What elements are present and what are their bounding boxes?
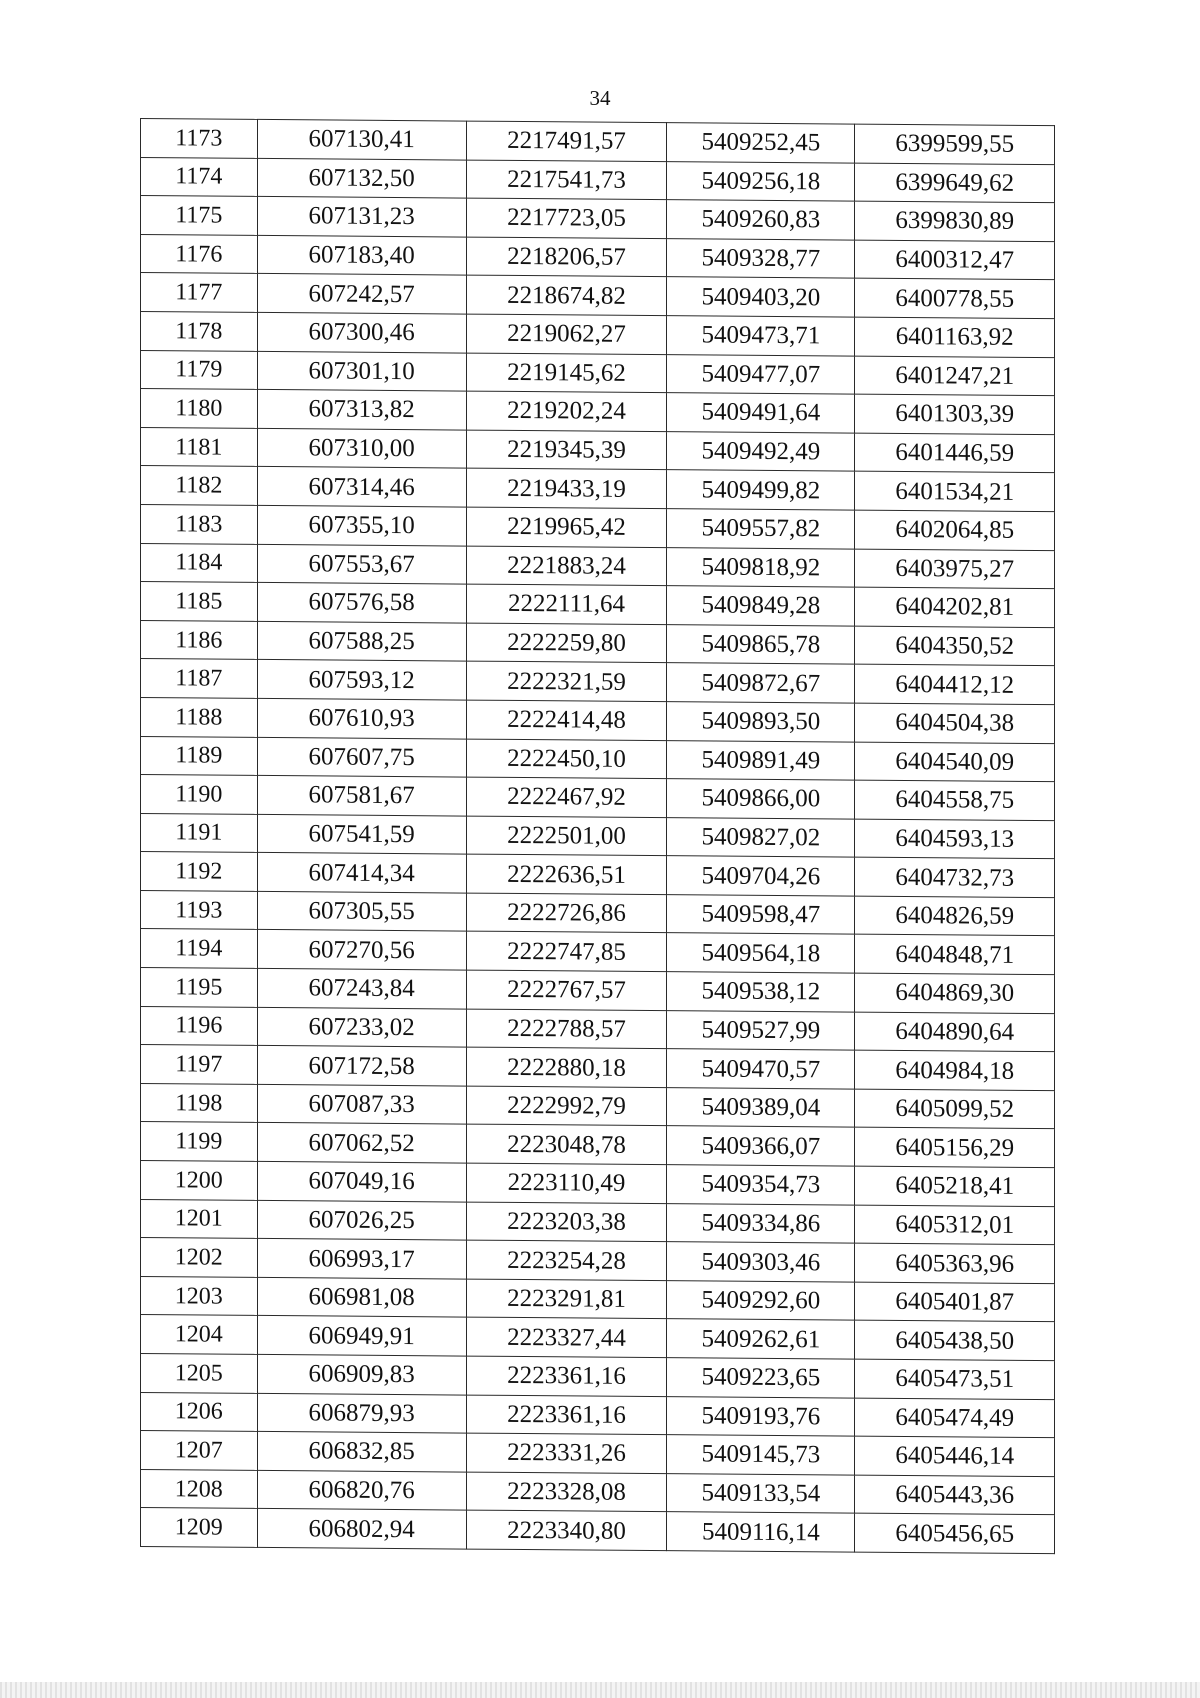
- x-coordinate-cell: 607576,58: [257, 583, 466, 623]
- x2-coordinate-cell: 5409827,02: [667, 817, 855, 857]
- x2-coordinate-cell: 5409403,20: [667, 277, 855, 317]
- y2-coordinate-cell: 6401163,92: [855, 317, 1055, 357]
- y-coordinate-cell: 2222111,64: [466, 584, 667, 624]
- x-coordinate-cell: 607132,50: [257, 158, 466, 198]
- x2-coordinate-cell: 5409872,67: [667, 663, 855, 703]
- x2-coordinate-cell: 5409260,83: [667, 200, 855, 240]
- x-coordinate-cell: 607553,67: [257, 544, 466, 584]
- y2-coordinate-cell: 6405363,96: [855, 1243, 1055, 1283]
- table-row: [141, 1508, 1055, 1554]
- x-coordinate-cell: 607242,57: [257, 274, 466, 314]
- y-coordinate-cell: 2218206,57: [466, 237, 667, 277]
- x2-coordinate-cell: 5409891,49: [667, 740, 855, 780]
- x2-coordinate-cell: 5409527,99: [667, 1010, 855, 1050]
- y2-coordinate-cell: 6401446,59: [855, 433, 1055, 473]
- x-coordinate-cell: 606802,94: [257, 1509, 466, 1549]
- x2-coordinate-cell: 5409292,60: [667, 1280, 855, 1320]
- y-coordinate-cell: 2223254,28: [466, 1240, 667, 1280]
- y-coordinate-cell: 2222636,51: [466, 854, 667, 894]
- y2-coordinate-cell: 6401247,21: [855, 356, 1055, 396]
- point-number-cell: 1191: [141, 813, 258, 853]
- point-number-cell: 1205: [141, 1354, 258, 1394]
- point-number-cell: 1199: [141, 1122, 258, 1162]
- point-number-cell: 1179: [141, 350, 258, 390]
- point-number-cell: 1181: [141, 427, 258, 467]
- x2-coordinate-cell: 5409866,00: [667, 779, 855, 819]
- point-number-cell: 1189: [141, 736, 258, 776]
- x-coordinate-cell: 607130,41: [257, 119, 466, 159]
- y-coordinate-cell: 2223328,08: [466, 1472, 667, 1512]
- point-number-cell: 1185: [141, 582, 258, 622]
- point-number-cell: 1196: [141, 1006, 258, 1046]
- point-number-cell: 1202: [141, 1238, 258, 1278]
- point-number-cell: 1198: [141, 1083, 258, 1123]
- x-coordinate-cell: 607310,00: [257, 428, 466, 468]
- point-number-cell: 1200: [141, 1161, 258, 1201]
- point-number-cell: 1208: [141, 1469, 258, 1509]
- x2-coordinate-cell: 5409470,57: [667, 1049, 855, 1089]
- y-coordinate-cell: 2223291,81: [466, 1279, 667, 1319]
- y-coordinate-cell: 2219965,42: [466, 507, 667, 547]
- point-number-cell: 1194: [141, 929, 258, 969]
- x2-coordinate-cell: 5409499,82: [667, 470, 855, 510]
- y2-coordinate-cell: 6404558,75: [855, 780, 1055, 820]
- point-number-cell: 1173: [141, 119, 258, 159]
- x-coordinate-cell: 607300,46: [257, 312, 466, 352]
- y-coordinate-cell: 2222880,18: [466, 1047, 667, 1087]
- y-coordinate-cell: 2222321,59: [466, 661, 667, 701]
- x-coordinate-cell: 607414,34: [257, 853, 466, 893]
- x-coordinate-cell: 607172,58: [257, 1046, 466, 1086]
- x-coordinate-cell: 607593,12: [257, 660, 466, 700]
- point-number-cell: 1175: [141, 196, 258, 236]
- point-number-cell: 1206: [141, 1392, 258, 1432]
- x2-coordinate-cell: 5409818,92: [667, 547, 855, 587]
- y-coordinate-cell: 2217491,57: [466, 121, 667, 161]
- point-number-cell: 1180: [141, 389, 258, 429]
- x-coordinate-cell: 607062,52: [257, 1123, 466, 1163]
- x-coordinate-cell: 606909,83: [257, 1354, 466, 1394]
- x2-coordinate-cell: 5409193,76: [667, 1396, 855, 1436]
- point-number-cell: 1174: [141, 157, 258, 197]
- point-number-cell: 1203: [141, 1276, 258, 1316]
- y-coordinate-cell: 2222467,92: [466, 777, 667, 817]
- point-number-cell: 1197: [141, 1045, 258, 1085]
- y-coordinate-cell: 2222992,79: [466, 1086, 667, 1126]
- y2-coordinate-cell: 6402064,85: [855, 510, 1055, 550]
- x2-coordinate-cell: 5409491,64: [667, 393, 855, 433]
- x-coordinate-cell: 606949,91: [257, 1316, 466, 1356]
- y2-coordinate-cell: 6405456,65: [855, 1513, 1055, 1553]
- x-coordinate-cell: 607301,10: [257, 351, 466, 391]
- y2-coordinate-cell: 6401303,39: [855, 394, 1055, 434]
- point-number-cell: 1187: [141, 659, 258, 699]
- point-number-cell: 1177: [141, 273, 258, 313]
- point-number-cell: 1207: [141, 1431, 258, 1471]
- y2-coordinate-cell: 6403975,27: [855, 549, 1055, 589]
- x-coordinate-cell: 606820,76: [257, 1470, 466, 1510]
- point-number-cell: 1201: [141, 1199, 258, 1239]
- point-number-cell: 1209: [141, 1508, 258, 1548]
- y2-coordinate-cell: 6405473,51: [855, 1359, 1055, 1399]
- x-coordinate-cell: 607314,46: [257, 467, 466, 507]
- x-coordinate-cell: 607313,82: [257, 390, 466, 430]
- x-coordinate-cell: 607607,75: [257, 737, 466, 777]
- y-coordinate-cell: 2219202,24: [466, 391, 667, 431]
- y2-coordinate-cell: 6404350,52: [855, 626, 1055, 666]
- point-number-cell: 1184: [141, 543, 258, 583]
- y2-coordinate-cell: 6399599,55: [855, 124, 1055, 164]
- y2-coordinate-cell: 6404890,64: [855, 1012, 1055, 1052]
- y2-coordinate-cell: 6400778,55: [855, 278, 1055, 318]
- x2-coordinate-cell: 5409477,07: [667, 354, 855, 394]
- x2-coordinate-cell: 5409366,07: [667, 1126, 855, 1166]
- y-coordinate-cell: 2221883,24: [466, 546, 667, 586]
- x2-coordinate-cell: 5409704,26: [667, 856, 855, 896]
- y2-coordinate-cell: 6404732,73: [855, 857, 1055, 897]
- y-coordinate-cell: 2223331,26: [466, 1433, 667, 1473]
- x-coordinate-cell: 607233,02: [257, 1007, 466, 1047]
- y-coordinate-cell: 2222726,86: [466, 893, 667, 933]
- y-coordinate-cell: 2222767,57: [466, 970, 667, 1010]
- y2-coordinate-cell: 6405218,41: [855, 1166, 1055, 1206]
- x2-coordinate-cell: 5409557,82: [667, 509, 855, 549]
- y-coordinate-cell: 2217541,73: [466, 160, 667, 200]
- x-coordinate-cell: 606832,85: [257, 1432, 466, 1472]
- x-coordinate-cell: 607610,93: [257, 698, 466, 738]
- x-coordinate-cell: 607305,55: [257, 891, 466, 931]
- y2-coordinate-cell: 6399830,89: [855, 201, 1055, 241]
- point-number-cell: 1193: [141, 890, 258, 930]
- page-number: 34: [589, 86, 611, 110]
- y2-coordinate-cell: 6405443,36: [855, 1475, 1055, 1515]
- y2-coordinate-cell: 6404412,12: [855, 664, 1055, 704]
- x2-coordinate-cell: 5409354,73: [667, 1165, 855, 1205]
- y2-coordinate-cell: 6405438,50: [855, 1321, 1055, 1361]
- x-coordinate-cell: 606993,17: [257, 1239, 466, 1279]
- y2-coordinate-cell: 6404202,81: [855, 587, 1055, 627]
- y-coordinate-cell: 2222788,57: [466, 1009, 667, 1049]
- y2-coordinate-cell: 6404540,09: [855, 742, 1055, 782]
- y-coordinate-cell: 2223203,38: [466, 1202, 667, 1242]
- y-coordinate-cell: 2219145,62: [466, 353, 667, 393]
- x-coordinate-cell: 607026,25: [257, 1200, 466, 1240]
- y2-coordinate-cell: 6405474,49: [855, 1398, 1055, 1438]
- y-coordinate-cell: 2217723,05: [466, 198, 667, 238]
- coordinates-table-body: [141, 119, 1055, 1554]
- x2-coordinate-cell: 5409893,50: [667, 702, 855, 742]
- x-coordinate-cell: 606879,93: [257, 1393, 466, 1433]
- x2-coordinate-cell: 5409145,73: [667, 1435, 855, 1475]
- x2-coordinate-cell: 5409116,14: [667, 1512, 855, 1552]
- x-coordinate-cell: 607087,33: [257, 1084, 466, 1124]
- x-coordinate-cell: 607581,67: [257, 776, 466, 816]
- x2-coordinate-cell: 5409334,86: [667, 1203, 855, 1243]
- coordinates-table: [140, 118, 1055, 1554]
- y2-coordinate-cell: 6401534,21: [855, 471, 1055, 511]
- y-coordinate-cell: 2219433,19: [466, 468, 667, 508]
- x2-coordinate-cell: 5409564,18: [667, 933, 855, 973]
- x2-coordinate-cell: 5409256,18: [667, 161, 855, 201]
- y-coordinate-cell: 2222450,10: [466, 739, 667, 779]
- x2-coordinate-cell: 5409473,71: [667, 316, 855, 356]
- y2-coordinate-cell: 6404826,59: [855, 896, 1055, 936]
- point-number-cell: 1176: [141, 234, 258, 274]
- y2-coordinate-cell: 6404504,38: [855, 703, 1055, 743]
- scan-edge-strip: [0, 1682, 1200, 1698]
- x2-coordinate-cell: 5409303,46: [667, 1242, 855, 1282]
- x2-coordinate-cell: 5409538,12: [667, 972, 855, 1012]
- point-number-cell: 1192: [141, 852, 258, 892]
- x-coordinate-cell: 607131,23: [257, 197, 466, 237]
- y-coordinate-cell: 2222259,80: [466, 623, 667, 663]
- x2-coordinate-cell: 5409223,65: [667, 1358, 855, 1398]
- y2-coordinate-cell: 6405312,01: [855, 1205, 1055, 1245]
- y2-coordinate-cell: 6405446,14: [855, 1436, 1055, 1476]
- y-coordinate-cell: 2223361,16: [466, 1395, 667, 1435]
- point-number-cell: 1182: [141, 466, 258, 506]
- x2-coordinate-cell: 5409492,49: [667, 431, 855, 471]
- x2-coordinate-cell: 5409262,61: [667, 1319, 855, 1359]
- x-coordinate-cell: 607541,59: [257, 814, 466, 854]
- y-coordinate-cell: 2222414,48: [466, 700, 667, 740]
- y2-coordinate-cell: 6404869,30: [855, 973, 1055, 1013]
- x-coordinate-cell: 607049,16: [257, 1161, 466, 1201]
- point-number-cell: 1186: [141, 620, 258, 660]
- point-number-cell: 1190: [141, 775, 258, 815]
- y-coordinate-cell: 2223110,49: [466, 1163, 667, 1203]
- y-coordinate-cell: 2223048,78: [466, 1124, 667, 1164]
- y2-coordinate-cell: 6400312,47: [855, 240, 1055, 280]
- y-coordinate-cell: 2222747,85: [466, 932, 667, 972]
- y2-coordinate-cell: 6405156,29: [855, 1128, 1055, 1168]
- x2-coordinate-cell: 5409865,78: [667, 624, 855, 664]
- x-coordinate-cell: 607355,10: [257, 505, 466, 545]
- y2-coordinate-cell: 6404593,13: [855, 819, 1055, 859]
- y-coordinate-cell: 2222501,00: [466, 816, 667, 856]
- y-coordinate-cell: 2223327,44: [466, 1317, 667, 1357]
- y2-coordinate-cell: 6404848,71: [855, 935, 1055, 975]
- y-coordinate-cell: 2223340,80: [466, 1510, 667, 1550]
- x-coordinate-cell: 606981,08: [257, 1277, 466, 1317]
- x-coordinate-cell: 607183,40: [257, 235, 466, 275]
- point-number-cell: 1204: [141, 1315, 258, 1355]
- y-coordinate-cell: 2219345,39: [466, 430, 667, 470]
- y-coordinate-cell: 2218674,82: [466, 275, 667, 315]
- x2-coordinate-cell: 5409252,45: [667, 123, 855, 163]
- x-coordinate-cell: 607588,25: [257, 621, 466, 661]
- x2-coordinate-cell: 5409598,47: [667, 895, 855, 935]
- point-number-cell: 1183: [141, 504, 258, 544]
- x-coordinate-cell: 607243,84: [257, 968, 466, 1008]
- x2-coordinate-cell: 5409849,28: [667, 586, 855, 626]
- x2-coordinate-cell: 5409133,54: [667, 1473, 855, 1513]
- y-coordinate-cell: 2223361,16: [466, 1356, 667, 1396]
- point-number-cell: 1178: [141, 311, 258, 351]
- x2-coordinate-cell: 5409389,04: [667, 1087, 855, 1127]
- point-number-cell: 1188: [141, 697, 258, 737]
- y-coordinate-cell: 2219062,27: [466, 314, 667, 354]
- y2-coordinate-cell: 6404984,18: [855, 1050, 1055, 1090]
- y2-coordinate-cell: 6405401,87: [855, 1282, 1055, 1322]
- y2-coordinate-cell: 6399649,62: [855, 163, 1055, 203]
- point-number-cell: 1195: [141, 968, 258, 1008]
- x-coordinate-cell: 607270,56: [257, 930, 466, 970]
- y2-coordinate-cell: 6405099,52: [855, 1089, 1055, 1129]
- x2-coordinate-cell: 5409328,77: [667, 238, 855, 278]
